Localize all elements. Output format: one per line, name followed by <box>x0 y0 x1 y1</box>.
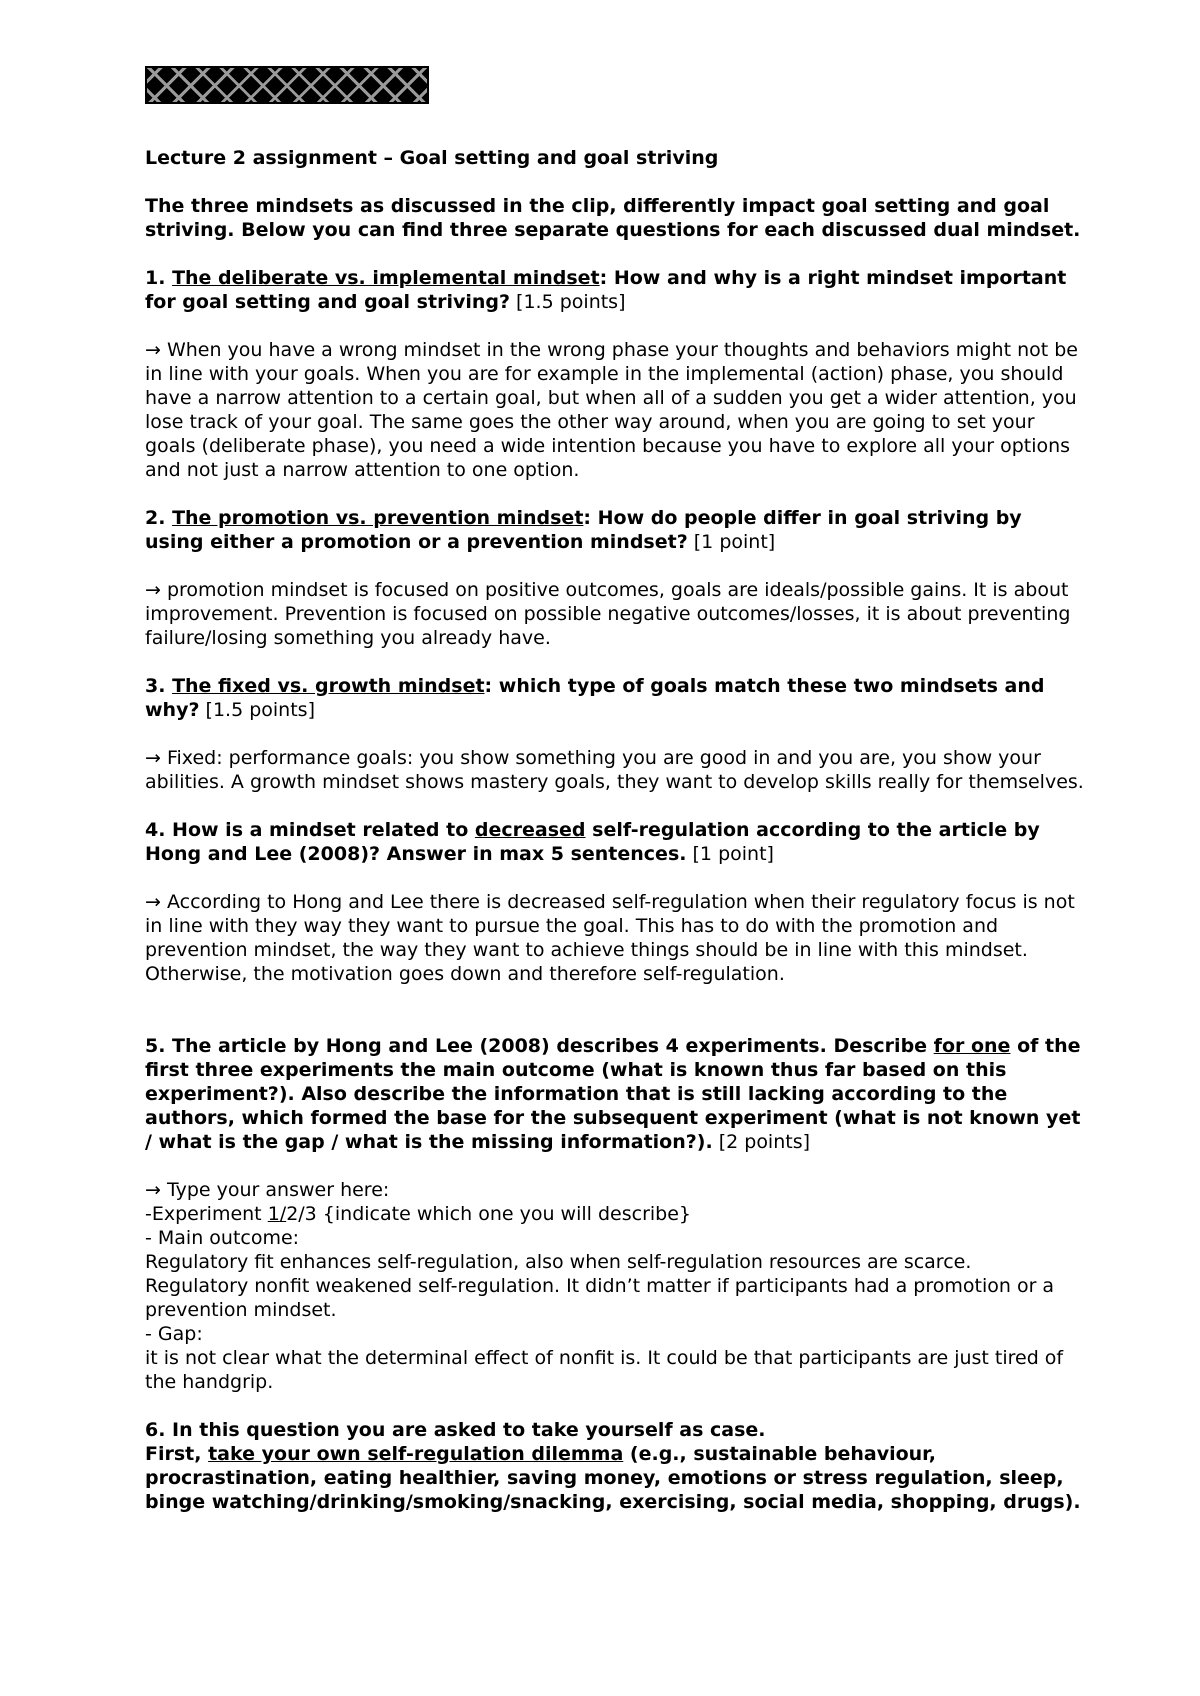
experiment-options: 2/3 {indicate which one you will describe} <box>286 1203 691 1225</box>
question-points: [1.5 points] <box>510 291 626 313</box>
question-emphasis: for one <box>933 1035 1011 1057</box>
question-text: self-regulation according to the article by Hong and Lee (2008)? Answer in max 5 sentences. <box>145 819 1040 865</box>
question-3 <box>145 674 1085 722</box>
question-1 <box>145 266 1085 314</box>
document-page <box>145 66 1085 1538</box>
redacted-banner-icon <box>145 66 429 104</box>
question-number: 3. <box>145 675 173 697</box>
question-number: 1. <box>145 267 173 289</box>
question-points: [1 point] <box>687 531 776 553</box>
question-text: : How do people differ in goal striving by using either a promotion or a prevention mindset? <box>145 507 1022 553</box>
answer-4: → According to Hong and Lee there is decreased self-regulation when their regulatory focus is not in line with they way they want to pursue the goal. This has to do with the promotion and prevention mindset, the way they want to achieve things should be in line with this mindset. Otherwise, the motivation goes down and therefore self-regulation. <box>145 891 1075 985</box>
main-outcome-text: Regulatory fit enhances self-regulation, also when self-regulation resources are scarce. <box>145 1251 972 1273</box>
question-points: [2 points] <box>712 1131 811 1153</box>
question-5 <box>145 1034 1085 1154</box>
question-text: : which type of goals match these two mindsets and why? <box>145 675 1045 721</box>
question-points: [1 point] <box>686 843 774 865</box>
question-points: [1.5 points] <box>199 699 315 721</box>
question-text: of the first three experiments the main outcome (what is known thus far based on this experiment?). Also describe the information that is still lacking according to the authors, which formed the base for the subsequent experiment (what is not known yet / what is the gap / what is the missing information?). <box>145 1035 1081 1153</box>
main-outcome-text: Regulatory nonfit weakened self-regulation. It didn’t matter if participants had a promotion or a prevention mindset. <box>145 1275 1055 1321</box>
question-6 <box>145 1418 1085 1514</box>
answer-1: → When you have a wrong mindset in the wrong phase your thoughts and behaviors might not be in line with your goals. When you are for example in the implemental (action) phase, you should have a narrow attention to a certain goal, but when all of a sudden you get a wider attention, you lose track of your goal. The same goes the other way around, when you are going to set your goals (deliberate phase), you need a wide intention because you have to explore all your options and not just a narrow attention to one option. <box>145 339 1078 481</box>
answer-5 <box>145 1178 1085 1394</box>
question-2 <box>145 506 1085 554</box>
question-text: (e.g., sustainable behaviour, procrastination, eating healthier, saving money, emotions or stress regulation, sleep, binge watching/drinking/smoking/snacking, exercising, social media, shopping, drugs). <box>145 1443 1081 1513</box>
question-text: : How and why is a right mindset important for goal setting and goal striving? <box>145 267 1067 313</box>
question-emphasis: take your own self-regulation dilemma <box>208 1443 624 1465</box>
question-topic: The promotion vs. prevention mindset <box>172 507 584 529</box>
question-4 <box>145 818 1085 866</box>
question-emphasis: decreased <box>474 819 586 841</box>
main-outcome-label: - Main outcome: <box>145 1227 300 1249</box>
question-topic: The fixed vs. growth mindset <box>172 675 485 697</box>
experiment-selected: 1 <box>267 1203 280 1225</box>
question-text: 5. The article by Hong and Lee (2008) describes 4 experiments. Describe <box>145 1035 934 1057</box>
question-text: 6. In this question you are asked to take yourself as case. <box>145 1419 766 1441</box>
question-topic: The deliberate vs. implemental mindset <box>172 267 600 289</box>
question-number: 2. <box>145 507 173 529</box>
experiment-label: -Experiment <box>145 1203 268 1225</box>
experiment-choice <box>145 1202 1085 1226</box>
experiment-separator: / <box>279 1203 287 1225</box>
intro-paragraph: The three mindsets as discussed in the clip, differently impact goal setting and goal striving. Below you can find three separate questions for each discussed dual mindset. <box>145 195 1081 241</box>
answer-prompt: → Type your answer here: <box>145 1179 390 1201</box>
gap-text: it is not clear what the determinal effect of nonfit is. It could be that participants are just tired of the handgrip. <box>145 1347 1064 1393</box>
answer-2: → promotion mindset is focused on positive outcomes, goals are ideals/possible gains. It is about improvement. Prevention is focused on possible negative outcomes/losses, it is about preventing failure/losing something you already have. <box>145 579 1071 649</box>
question-text: First, <box>145 1443 209 1465</box>
question-text: 4. How is a mindset related to <box>145 819 475 841</box>
document-title: Lecture 2 assignment – Goal setting and goal striving <box>145 147 719 169</box>
gap-label: - Gap: <box>145 1323 203 1345</box>
answer-3: → Fixed: performance goals: you show something you are good in and you are, you show your abilities. A growth mindset shows mastery goals, they want to develop skills really for themselves. <box>145 747 1084 793</box>
